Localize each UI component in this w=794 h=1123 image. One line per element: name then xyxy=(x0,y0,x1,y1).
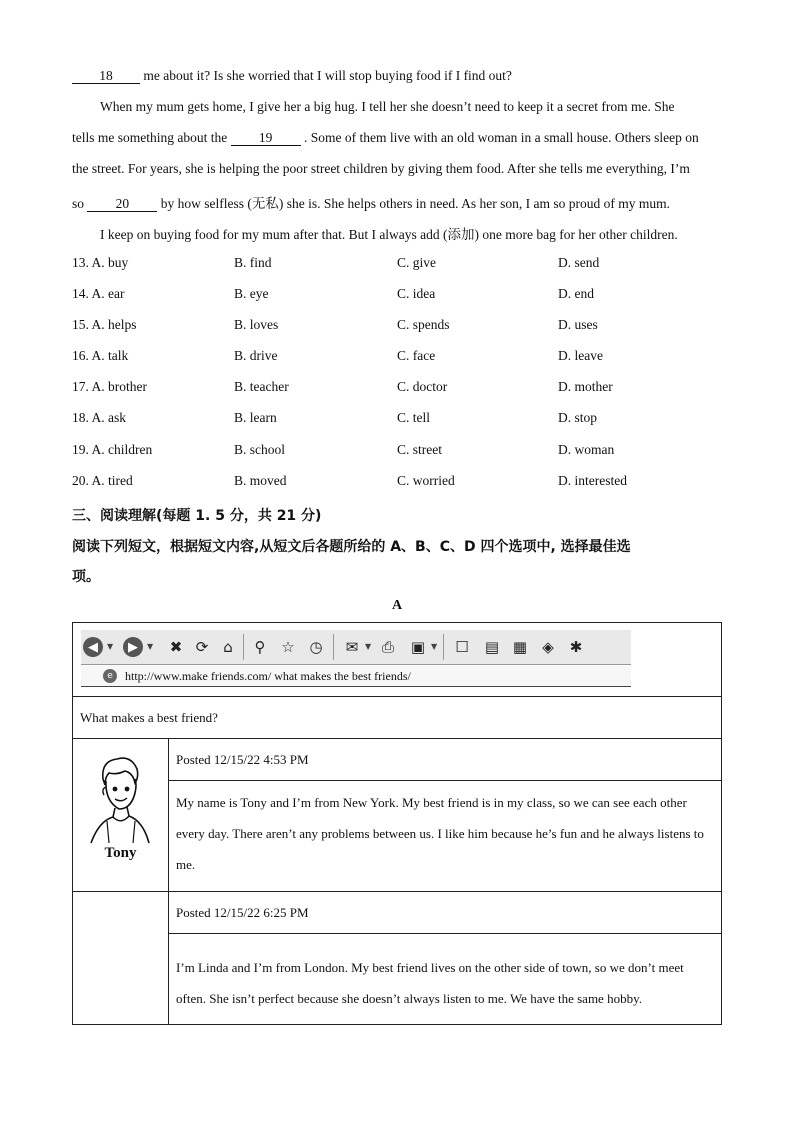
question-19 xyxy=(72,442,722,460)
tony-avatar-icon xyxy=(73,739,168,845)
cloze-p2-line-4 xyxy=(72,192,670,212)
media-icon[interactable]: ◈ xyxy=(542,638,554,656)
poster-name: Tony xyxy=(104,845,137,861)
toolbar-separator xyxy=(333,634,334,660)
question-18 xyxy=(72,410,722,428)
option-a: 19. A. children xyxy=(72,442,153,457)
option-d: D. leave xyxy=(558,348,603,363)
option-b: B. eye xyxy=(234,286,269,301)
cloze-text: by how selfless (无私) she is. She helps others in need. As her son, I am so proud of my mum. xyxy=(160,196,670,211)
option-d: D. stop xyxy=(558,410,598,425)
edit-dropdown-icon[interactable]: ▼ xyxy=(431,642,438,651)
mail-dropdown-icon[interactable]: ▼ xyxy=(365,642,372,651)
favorites-icon[interactable]: ☆ xyxy=(281,638,295,656)
address-url: http://www.make friends.com/ what makes the best friends/ xyxy=(125,669,411,683)
messenger-icon[interactable]: ▦ xyxy=(512,638,528,656)
section-instruction: 阅读下列短文，根据短文内容,从短文后各题所给的 A、B、C、D 四个选项中, 选择最佳选 xyxy=(72,539,631,555)
question-13 xyxy=(72,255,722,273)
option-b: B. loves xyxy=(234,317,279,332)
option-b: B. find xyxy=(234,255,272,270)
option-b: B. school xyxy=(234,442,286,457)
browser-chrome xyxy=(73,623,722,697)
question-20 xyxy=(72,473,722,491)
option-b: B. drive xyxy=(234,348,278,363)
question-14 xyxy=(72,286,722,304)
contacts-icon[interactable]: ✱ xyxy=(569,638,583,656)
edit-icon[interactable]: ▣ xyxy=(410,638,426,656)
section-heading: 三、阅读理解(每题 1. 5 分，共 21 分) xyxy=(72,508,322,524)
option-b: B. learn xyxy=(234,410,277,425)
option-c: C. doctor xyxy=(397,379,448,394)
avatar xyxy=(73,739,168,845)
toolbar-separator xyxy=(243,634,244,660)
back-icon[interactable]: ◀ xyxy=(83,637,103,657)
cloze-text: . Some of them live with an old woman in a small house. Others sleep on xyxy=(303,130,699,145)
webpage-title: What makes a best friend? xyxy=(73,697,722,739)
option-a: 17. A. brother xyxy=(72,379,147,394)
discuss-icon[interactable]: ☐ xyxy=(455,638,469,656)
option-a: 18. A. ask xyxy=(72,410,126,425)
blank-20: 20 xyxy=(87,197,157,212)
mail-icon[interactable]: ✉ xyxy=(345,638,359,656)
option-b: B. moved xyxy=(234,473,287,488)
option-c: C. face xyxy=(397,348,436,363)
option-d: D. woman xyxy=(558,442,615,457)
print-icon[interactable]: ⎙ xyxy=(381,638,394,656)
passage-label: A xyxy=(391,598,403,613)
option-a: 14. A. ear xyxy=(72,286,125,301)
option-c: C. give xyxy=(397,255,436,270)
post-body: My name is Tony and I’m from New York. My best friend is in my class, so we can see each other every day. There aren’t any problems between us. I like him because he’s fun and he always listens to me. xyxy=(169,781,722,892)
question-17 xyxy=(72,379,722,397)
post-body: I’m Linda and I’m from London. My best friend lives on the other side of town, so we don’t meet often. She isn’t perfect because she doesn’t always listen to me. We have the same hobby. xyxy=(169,934,722,1025)
cloze-text: tells me something about the xyxy=(72,130,228,145)
address-bar[interactable] xyxy=(81,666,631,687)
refresh-icon[interactable]: ⟳ xyxy=(195,638,209,656)
post-timestamp: Posted 12/15/22 6:25 PM xyxy=(169,892,722,934)
cloze-p3-line-1: I keep on buying food for my mum after that. But I always add (添加) one more bag for her other children. xyxy=(100,227,678,242)
forward-dropdown-icon[interactable]: ▼ xyxy=(147,642,154,651)
option-a: 13. A. buy xyxy=(72,255,129,270)
cloze-text: so xyxy=(72,196,85,211)
cloze-p2-line-2 xyxy=(72,130,699,146)
post-timestamp: Posted 12/15/22 4:53 PM xyxy=(169,739,722,781)
history-icon[interactable]: ◷ xyxy=(309,638,323,656)
toolbar-separator xyxy=(443,634,444,660)
section-instruction-cont: 项。 xyxy=(72,569,100,585)
option-d: D. send xyxy=(558,255,600,270)
home-icon[interactable]: ⌂ xyxy=(223,638,233,656)
option-a: 15. A. helps xyxy=(72,317,137,332)
cloze-p2-line-1: When my mum gets home, I give her a big hug. I tell her she doesn’t need to keep it a secret from me. She xyxy=(100,99,675,114)
question-16 xyxy=(72,348,722,366)
option-c: C. spends xyxy=(397,317,450,332)
forward-icon[interactable]: ▶ xyxy=(123,637,143,657)
question-15 xyxy=(72,317,722,335)
option-d: D. uses xyxy=(558,317,598,332)
blank-19: 19 xyxy=(231,131,301,146)
option-a: 20. A. tired xyxy=(72,473,133,488)
blank-18: 18 xyxy=(72,69,140,84)
cloze-p2-line-3: the street. For years, she is helping the poor street children by giving them food. After she tells me everything, I’m xyxy=(72,161,690,176)
webpage-table xyxy=(72,622,722,1025)
option-c: C. street xyxy=(397,442,442,457)
cloze-line-1 xyxy=(72,68,512,84)
stop-icon[interactable]: ✖ xyxy=(169,638,183,656)
browser-toolbar xyxy=(81,630,631,665)
research-icon[interactable]: ▤ xyxy=(484,638,500,656)
option-d: D. mother xyxy=(558,379,613,394)
linda-avatar-cell xyxy=(73,892,169,1025)
back-dropdown-icon[interactable]: ▼ xyxy=(107,642,114,651)
option-d: D. end xyxy=(558,286,594,301)
option-c: C. idea xyxy=(397,286,436,301)
option-a: 16. A. talk xyxy=(72,348,129,363)
search-icon[interactable]: ⚲ xyxy=(254,638,266,656)
option-d: D. interested xyxy=(558,473,627,488)
page-icon: e xyxy=(103,669,117,683)
option-c: C. worried xyxy=(397,473,455,488)
option-c: C. tell xyxy=(397,410,430,425)
option-b: B. teacher xyxy=(234,379,289,394)
tony-avatar-cell xyxy=(73,739,169,892)
cloze-line-1-text: me about it? Is she worried that I will stop buying food if I find out? xyxy=(143,68,512,83)
